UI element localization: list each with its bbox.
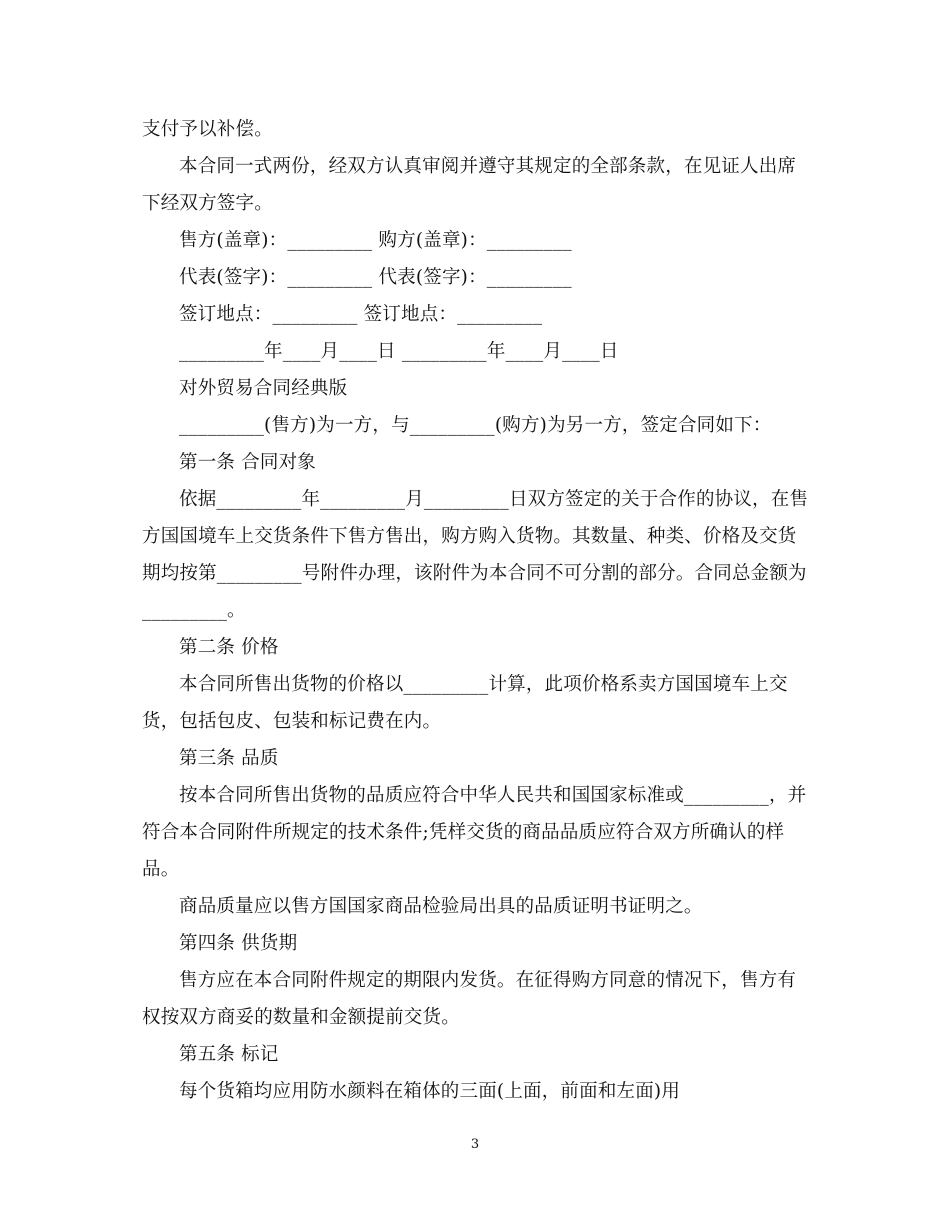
article-heading: 第二条 价格 <box>179 637 279 658</box>
text-line: 支付予以补偿。 <box>142 119 273 140</box>
text-line: 每个货箱均应用防水颜料在箱体的三面(上面，前面和左面)用 <box>179 1081 681 1102</box>
text-line: 本合同所售出货物的价格以_________计算，此项价格系卖方国国境车上交 <box>179 674 788 695</box>
text-line: 方国国境车上交货条件下售方售出，购方购入货物。其数量、种类、价格及交货 <box>142 526 797 547</box>
signature-line-seal: 售方(盖章)：_________ 购方(盖章)：_________ <box>179 230 572 251</box>
page-number: 3 <box>470 1137 480 1152</box>
text-line: 按本合同所售出货物的品质应符合中华人民共和国国家标准或_________，并 <box>179 785 807 806</box>
text-line: 权按双方商妥的数量和金额提前交货。 <box>142 1007 460 1028</box>
text-line: 本合同一式两份，经双方认真审阅并遵守其规定的全部条款，在见证人出席 <box>179 156 797 177</box>
text-line: _________(售方)为一方，与_________(购方)为另一方，签定合同如下： <box>179 415 772 436</box>
text-line: 售方应在本合同附件规定的期限内发货。在征得购方同意的情况下，售方有 <box>179 970 797 991</box>
text-line: 下经双方签字。 <box>142 193 273 214</box>
contract-title: 对外贸易合同经典版 <box>179 378 348 399</box>
text-line: 依据_________年_________月_________日双方签定的关于合作的协议，在售 <box>179 489 809 510</box>
signature-line-representative: 代表(签字)：_________ 代表(签字)：_________ <box>179 267 572 288</box>
text-line: 符合本合同附件所规定的技术条件;凭样交货的商品品质应符合双方所确认的样 <box>142 822 785 843</box>
article-heading: 第一条 合同对象 <box>179 452 316 473</box>
text-line: 品。 <box>142 859 180 880</box>
text-line: 货，包括包皮、包装和标记费在内。 <box>142 711 442 732</box>
article-heading: 第四条 供货期 <box>179 933 298 954</box>
signature-line-place: 签订地点：_________ 签订地点：_________ <box>179 304 543 325</box>
article-heading: 第五条 标记 <box>179 1044 279 1065</box>
text-line: 商品质量应以售方国国家商品检验局出具的品质证明书证明之。 <box>179 896 703 917</box>
text-line: _________。 <box>142 600 246 621</box>
signature-line-date: _________年____月____日 _________年____月____日 <box>179 341 619 362</box>
article-heading: 第三条 品质 <box>179 748 279 769</box>
text-line: 期均按第_________号附件办理，该附件为本合同不可分割的部分。合同总金额为 <box>142 563 807 584</box>
